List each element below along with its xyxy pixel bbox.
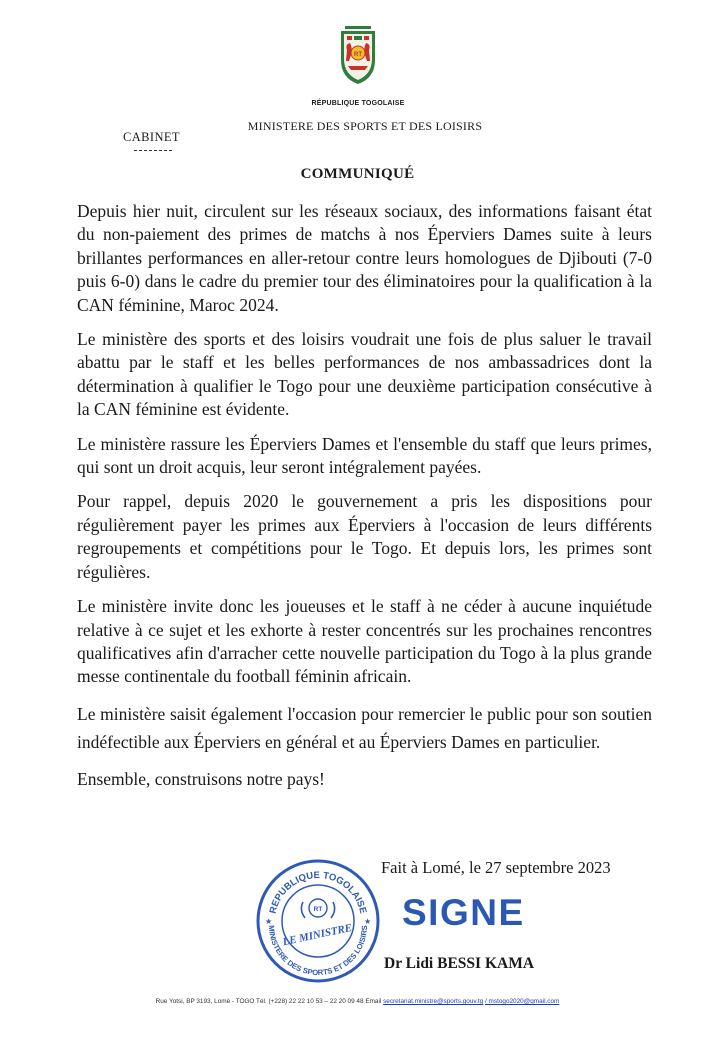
paragraph-6: Le ministère saisit également l'occasion pour remercier le public pour son soutien indéfectible aux Éperviers en général et au Éperviers Dames en particulier.	[77, 703, 652, 753]
footer-email-link[interactable]: secretariat.ministre@sports.gouv.tg	[383, 998, 484, 1005]
paragraph-2: Le ministère des sports et des loisirs voudrait une fois de plus saluer le travail abattu par le staff et les belles performances de nos ambassadrices dont la détermination à qualifier le Togo pour une deuxième participation consécutive à la CAN féminine est évidente.	[77, 329, 652, 420]
official-stamp	[253, 856, 383, 986]
svg-text:LE MINISTRE: LE MINISTRE	[281, 921, 354, 949]
svg-text:RT: RT	[313, 906, 323, 913]
cabinet-label: CABINET	[123, 130, 180, 144]
signed-mark: SIGNE	[402, 892, 525, 933]
footer-address: Rue Yotsi, BP 3193, Lomé - TOGO Tél. (+228) 22 22 10 53 – 22 20 09 48 Email	[155, 998, 382, 1005]
republic-heading: RÉPUBLIQUE TOGOLAISE	[311, 100, 405, 107]
svg-text:MINISTERE DES SPORTS ET DES LO: MINISTERE DES SPORTS ET DES LOISIRS	[266, 925, 370, 978]
paragraph-5: Le ministère invite donc les joueuses et le staff à ne céder à aucune inquiétude relative à ce sujet et les exhorte à rester concentrés sur les prochaines rencontres qualificatives afin d'arracher cette nouvelle participation du Togo à la plus grande messe continentale du football féminin africain.	[77, 596, 652, 687]
paragraph-1: Depuis hier nuit, circulent sur les réseaux sociaux, des informations faisant état du non-paiement des primes de matchs à nos Éperviers Dames suite à leurs brillantes performances en aller-retour contre leurs homologues de Djibouti (7-0 puis 6-0) dans le cadre du premier tour des éliminatoires pour la qualification à la CAN féminine, Maroc 2024.	[77, 201, 652, 315]
svg-text:RT: RT	[354, 52, 362, 58]
signer-name: Dr Lidi BESSI KAMA	[384, 955, 535, 972]
paragraph-3: Le ministère rassure les Éperviers Dames et l'ensemble du staff que leurs primes, qui sont un droit acquis, leur seront intégralement payées.	[77, 433, 652, 478]
coat-of-arms-emblem	[335, 22, 381, 88]
place-date: Fait à Lomé, le 27 septembre 2023	[381, 858, 611, 877]
svg-text:REPUBLIQUE TOGOLAISE: REPUBLIQUE TOGOLAISE	[267, 869, 369, 915]
ministry-heading: MINISTERE DES SPORTS ET DES LOISIRS	[247, 119, 483, 133]
cabinet-divider	[134, 150, 172, 151]
paragraph-4: Pour rappel, depuis 2020 le gouvernement a pris les dispositions pour régulièrement payer les primes aux Éperviers à l'occasion de leurs différents regroupements et compétitions pour le Togo. Et depuis lors, les primes sont régulières.	[77, 491, 652, 582]
communique-title: COMMUNIQUÉ	[300, 166, 415, 182]
paragraph-closing: Ensemble, construisons notre pays!	[77, 768, 325, 789]
footer-contact	[0, 998, 715, 1005]
footer-social-link[interactable]: / mstogo2020@gmail.com	[485, 998, 560, 1005]
svg-text:★: ★	[265, 917, 273, 926]
svg-text:★: ★	[364, 917, 372, 926]
communique-body	[77, 200, 652, 802]
